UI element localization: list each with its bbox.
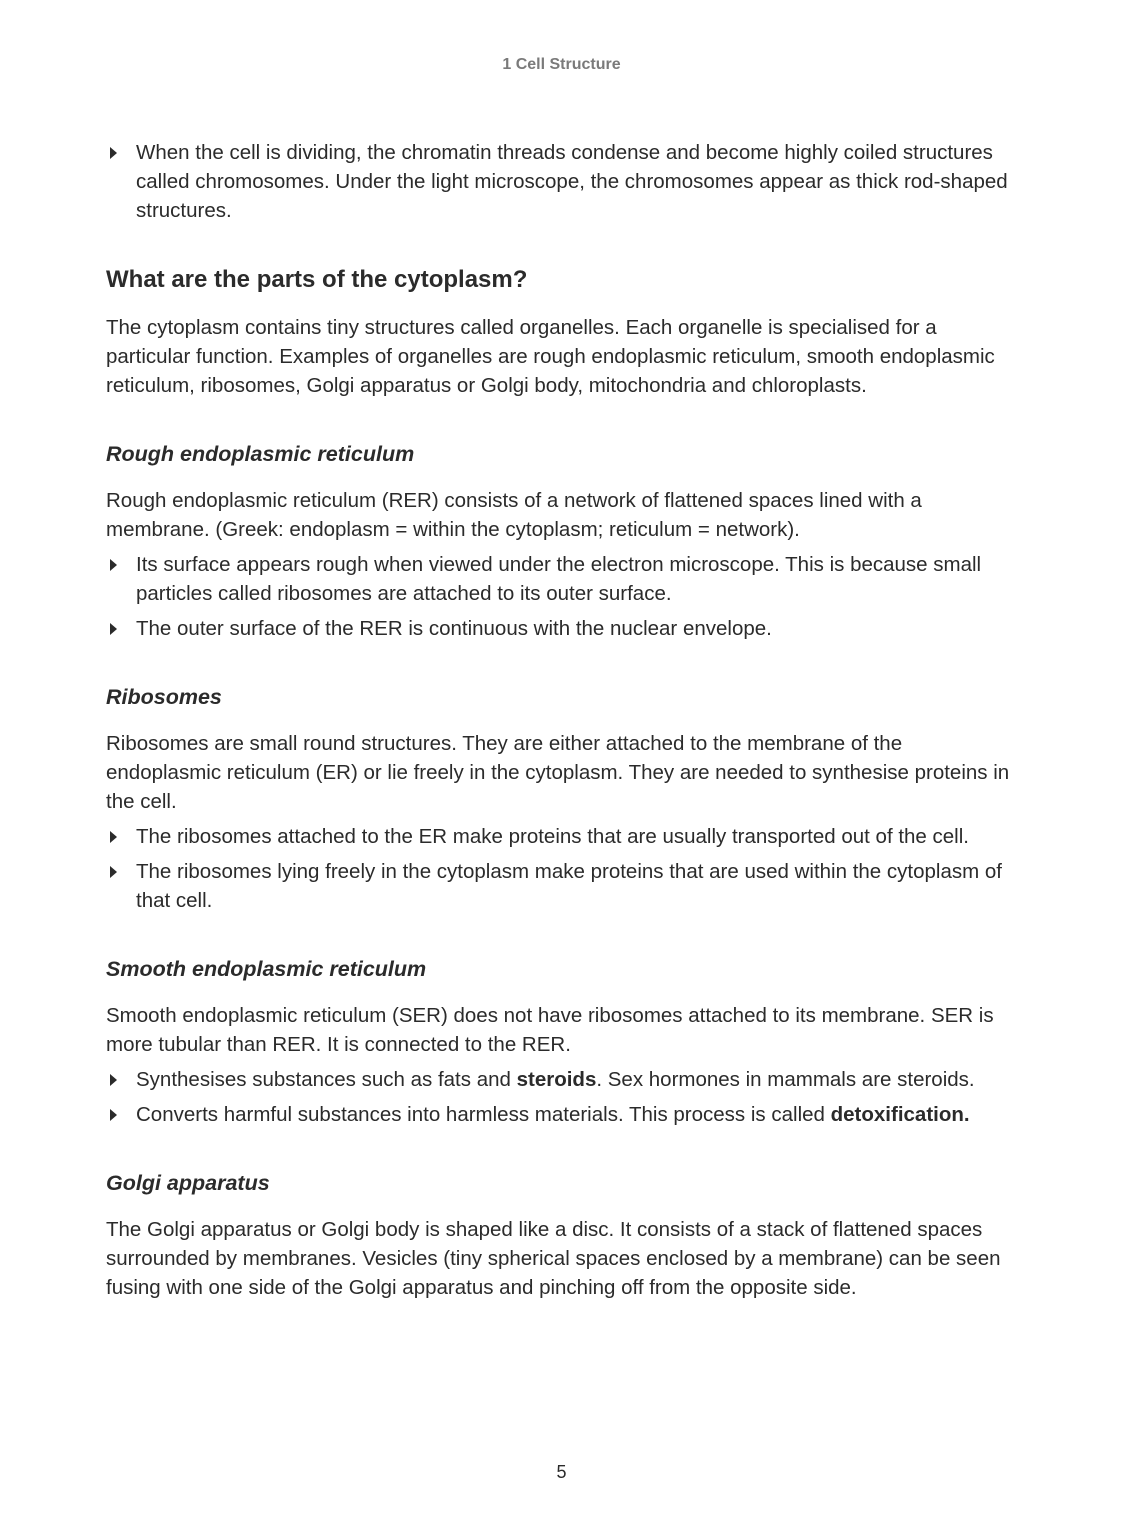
page-content <box>106 138 1021 1308</box>
sub-heading: Golgi apparatus <box>106 1171 270 1195</box>
bullet-text <box>136 1068 975 1091</box>
bullet-text: When the cell is dividing, the chromatin threads condense and become highly coiled structures called chromosomes. Under the light microscope, the chromosomes appear as thick rod-shaped structures. <box>136 141 1008 222</box>
paragraph: The Golgi apparatus or Golgi body is shaped like a disc. It consists of a stack of flattened spaces surrounded by membranes. Vesicles (tiny spherical spaces enclosed by a membrane) can be seen fusing with one side of the Golgi apparatus and pinching off from the opposite side. <box>106 1218 1001 1299</box>
bullet-text-part: Converts harmful substances into harmless materials. This process is called <box>136 1103 831 1126</box>
bullet-item <box>106 1100 1021 1129</box>
running-head: 1 Cell Structure <box>502 56 621 73</box>
bullet-text <box>136 1103 970 1126</box>
triangle-bullet-icon <box>110 866 117 878</box>
key-term: detoxification. <box>830 1103 970 1126</box>
triangle-bullet-icon <box>110 623 117 635</box>
bullet-item <box>106 138 1021 225</box>
triangle-bullet-icon <box>110 1074 117 1086</box>
bullet-item <box>106 614 1021 643</box>
sub-heading: Smooth endoplasmic reticulum <box>106 957 427 981</box>
bullet-text-part: Synthesises substances such as fats and <box>136 1068 517 1091</box>
bullet-item <box>106 822 1021 851</box>
bullet-item <box>106 550 1021 608</box>
paragraph: Rough endoplasmic reticulum (RER) consists of a network of flattened spaces lined with a membrane. (Greek: endoplasm = within the cytoplasm; reticulum = network). <box>106 489 922 541</box>
page-number: 5 <box>556 1462 567 1482</box>
paragraph: The cytoplasm contains tiny structures called organelles. Each organelle is specialised for a particular function. Examples of organelles are rough endoplasmic reticulum, smooth endoplasmic reticulum, ribosomes, Golgi apparatus or Golgi body, mitochondria and chloroplasts. <box>106 316 995 397</box>
bullet-text: The ribosomes attached to the ER make proteins that are usually transported out of the cell. <box>136 825 969 848</box>
triangle-bullet-icon <box>110 147 117 159</box>
triangle-bullet-icon <box>110 559 117 571</box>
sub-heading: Ribosomes <box>106 685 222 709</box>
sub-heading: Rough endoplasmic reticulum <box>106 442 415 466</box>
triangle-bullet-icon <box>110 831 117 843</box>
paragraph: Ribosomes are small round structures. They are either attached to the membrane of the endoplasmic reticulum (ER) or lie freely in the cytoplasm. They are needed to synthesise proteins in the cell. <box>106 732 1010 813</box>
section-heading: What are the parts of the cytoplasm? <box>106 266 528 293</box>
bullet-text: The ribosomes lying freely in the cytoplasm make proteins that are used within the cytoplasm of that cell. <box>136 860 1002 912</box>
triangle-bullet-icon <box>110 1109 117 1121</box>
bullet-text: The outer surface of the RER is continuous with the nuclear envelope. <box>136 617 772 640</box>
bullet-item <box>106 857 1021 915</box>
key-term: steroids <box>516 1068 597 1091</box>
bullet-item <box>106 1065 1021 1094</box>
bullet-text: Its surface appears rough when viewed under the electron microscope. This is because small particles called ribosomes are attached to its outer surface. <box>136 553 982 605</box>
bullet-text-part: . Sex hormones in mammals are steroids. <box>596 1068 975 1091</box>
paragraph: Smooth endoplasmic reticulum (SER) does not have ribosomes attached to its membrane. SER is more tubular than RER. It is connected to the RER. <box>106 1004 994 1056</box>
